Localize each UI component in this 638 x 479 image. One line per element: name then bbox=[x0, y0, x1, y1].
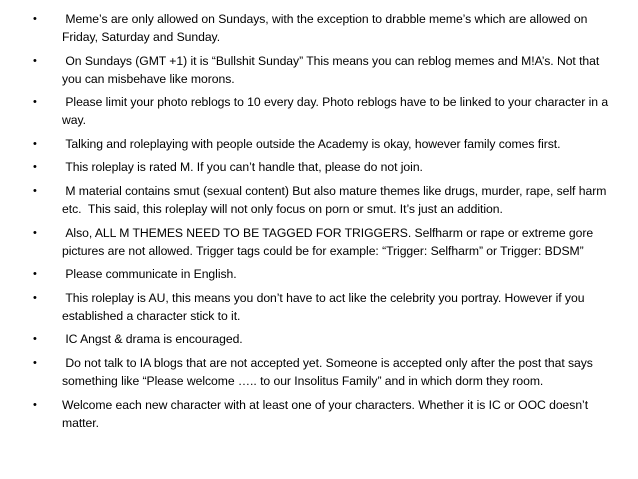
bullet-icon: • bbox=[33, 96, 37, 109]
rule-text: Please communicate in English. bbox=[62, 267, 237, 282]
rule-item bbox=[0, 158, 638, 176]
rule-text: Please limit your photo reblogs to 10 every day. Photo reblogs have to be linked to your character in a way. bbox=[62, 95, 612, 128]
rule-text: This roleplay is AU, this means you don’t have to act like the celebrity you portray. However if you established a character stick to it. bbox=[62, 290, 588, 323]
bullet-icon: • bbox=[33, 184, 37, 197]
bullet-icon: • bbox=[33, 226, 37, 239]
rule-item bbox=[0, 135, 638, 153]
rule-item bbox=[0, 10, 638, 46]
rule-text: Meme’s are only allowed on Sundays, with the exception to drabble meme’s which are allowed on Friday, Saturday and Sunday. bbox=[62, 12, 591, 44]
rule-item bbox=[0, 396, 638, 432]
bullet-icon: • bbox=[33, 398, 37, 411]
rule-item bbox=[0, 265, 638, 283]
bullet-icon: • bbox=[33, 333, 37, 346]
bullet-icon: • bbox=[33, 356, 37, 369]
rule-text: On Sundays (GMT +1) it is “Bullshit Sunday” This means you can reblog memes and M!A’s. Not that you can misbehave like morons. bbox=[62, 53, 603, 86]
rule-text: Also, ALL M THEMES NEED TO BE TAGGED FOR TRIGGERS. Selfharm or rape or extreme gore pictures are not allowed. Trigger tags could be for example: “Trigger: Selfharm” or Trigger: BDSM” bbox=[62, 225, 597, 258]
rule-item bbox=[0, 289, 638, 325]
bullet-icon: • bbox=[33, 13, 37, 25]
rule-text: M material contains smut (sexual content) But also mature themes like drugs, murder, rape, self harm etc. This said, this roleplay will not only focus on porn or smut. It’s just an addition. bbox=[62, 183, 610, 216]
rule-item bbox=[0, 330, 638, 348]
bullet-icon: • bbox=[33, 161, 37, 174]
rule-item bbox=[0, 224, 638, 260]
rule-item bbox=[0, 354, 638, 390]
bullet-icon: • bbox=[33, 54, 37, 67]
rule-item bbox=[0, 52, 638, 88]
bullet-icon: • bbox=[33, 268, 37, 281]
rule-text: Do not talk to IA blogs that are not accepted yet. Someone is accepted only after the post that says something like “Please welcome ….. to our Insolitus Family” and in which dorm they room. bbox=[62, 355, 597, 388]
rule-text: Welcome each new character with at least one of your characters. Whether it is IC or OOC doesn’t matter. bbox=[62, 397, 592, 430]
bullet-icon: • bbox=[33, 137, 37, 150]
bullet-icon: • bbox=[33, 291, 37, 304]
rule-item bbox=[0, 93, 638, 129]
rule-text: Talking and roleplaying with people outside the Academy is okay, however family comes first. bbox=[62, 136, 561, 151]
rule-text: This roleplay is rated M. If you can’t handle that, please do not join. bbox=[62, 160, 423, 175]
rules-list bbox=[0, 10, 638, 437]
rule-item bbox=[0, 182, 638, 218]
rule-text: IC Angst & drama is encouraged. bbox=[62, 332, 243, 347]
